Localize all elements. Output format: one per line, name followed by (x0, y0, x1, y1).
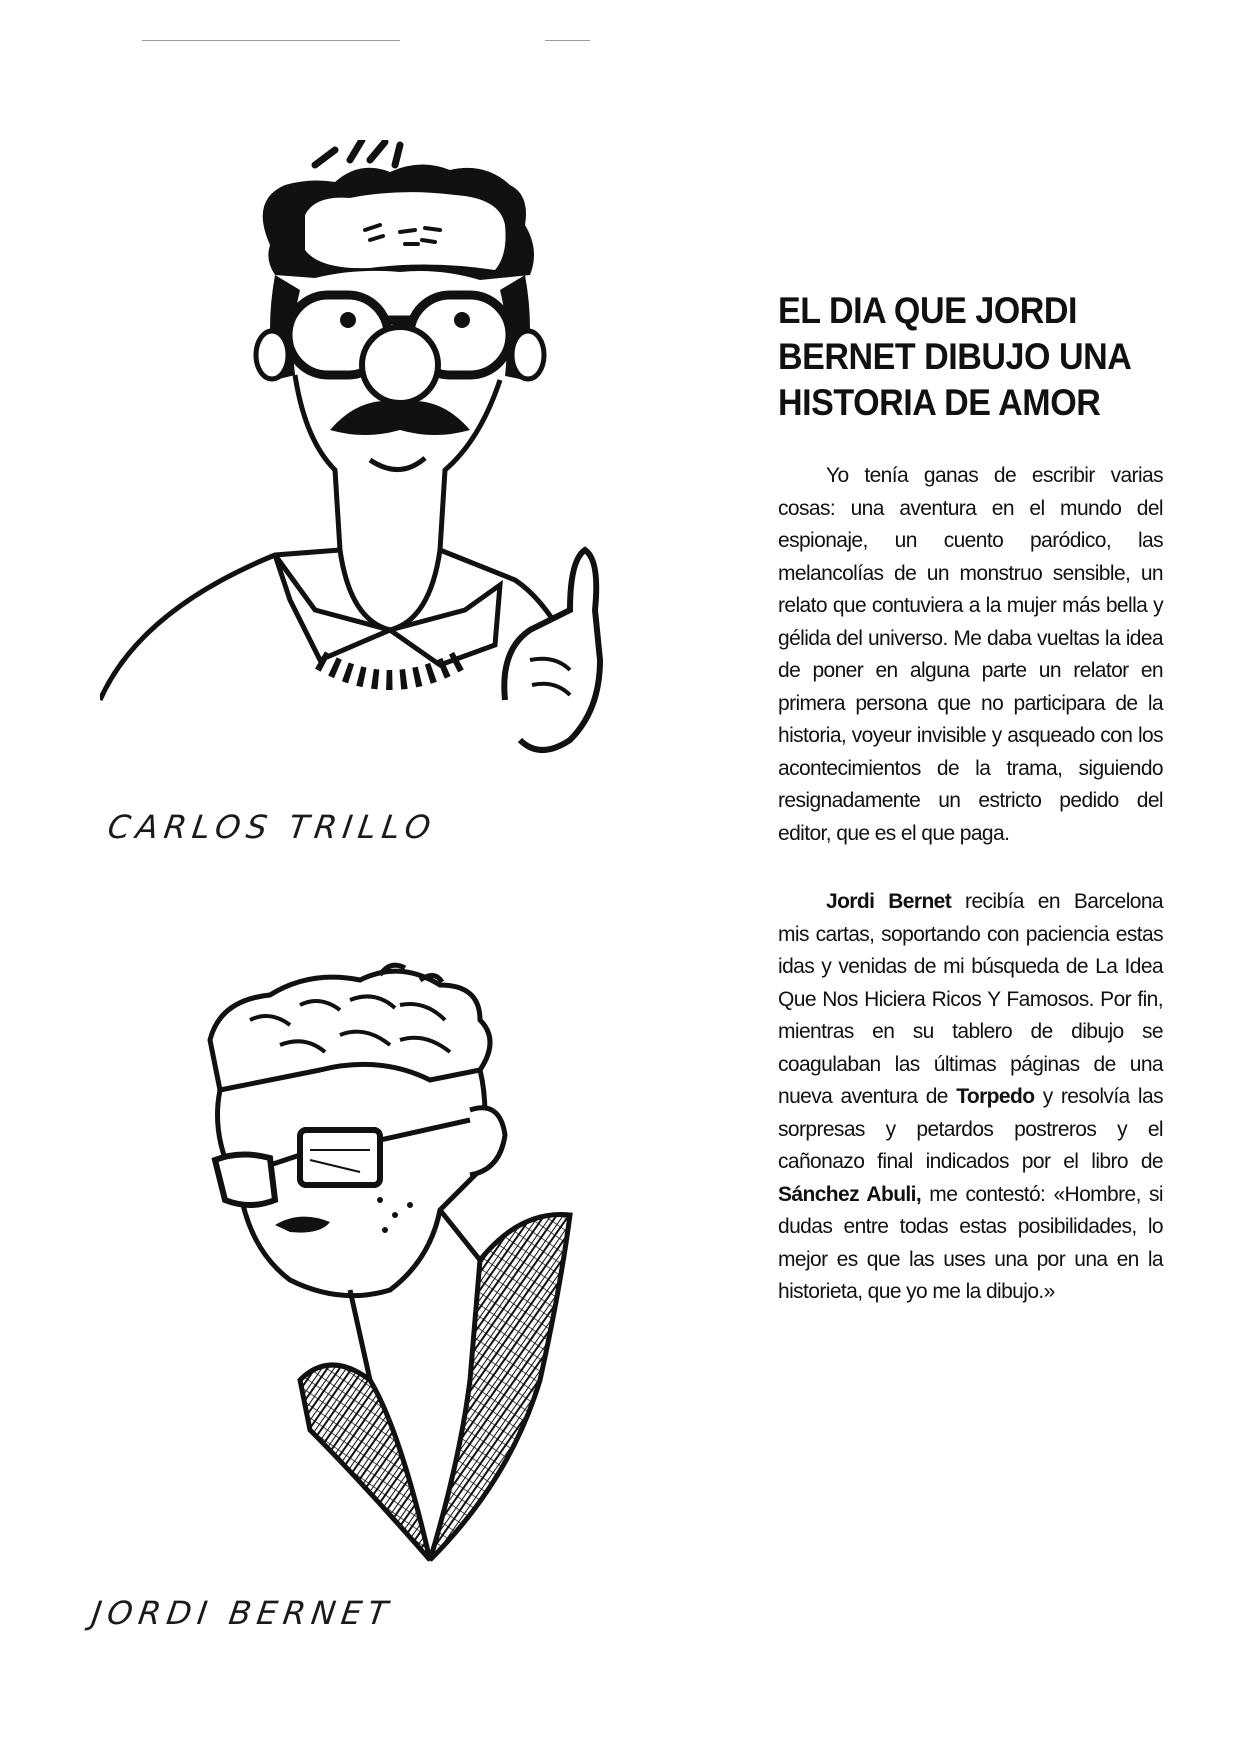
signature-jordi-bernet: JORDI BERNET (89, 1594, 396, 1632)
headline-line-3: HISTORIA DE AMOR (778, 382, 1101, 423)
jordi-bernet-caricature (180, 960, 650, 1590)
name-sanchez-abuli: Sánchez Abuli, (778, 1182, 922, 1206)
paragraph-2-text-c: me contestó: «Hombre, si dudas entre todas estas posibilidades, lo mejor es que las uses una por una en la historieta, que yo me la dibujo.» (778, 1182, 1163, 1303)
paragraph-2-text-a: recibía en Barcelona mis cartas, soportando con paciencia estas idas y venidas de mi búsqueda de La Idea Que Nos Hiciera Ricos Y Famosos. Por fin, mientras en su tablero de dibujo se coagulaban las últimas páginas de una nueva aventura de (778, 890, 1163, 1108)
signature-carlos-trillo: CARLOS TRILLO (105, 808, 439, 846)
top-rule-right (545, 40, 590, 41)
body-paragraph-1: Yo tenía ganas de escribir varias cosas: una aventura en el mundo del espionaje, un cuento paródico, las melancolías de un monstruo sensible, un relato que contuviera a la mujer más bella y gélida del universo. Me daba vueltas la idea de poner en alguna parte un relator en primera persona que no participara de la historia, voyeur invisible y asqueado con los acontecimientos de la trama, siguiendo resignadamente un estricto pedido del editor, que es el que paga. (778, 464, 1163, 845)
article-headline (778, 288, 1132, 426)
headline-line-1: EL DIA QUE JORDI (778, 290, 1078, 331)
title-torpedo: Torpedo (956, 1085, 1035, 1108)
headline-line-2: BERNET DIBUJO UNA (778, 336, 1132, 377)
body-paragraph-2 (778, 886, 1163, 1309)
top-rule-left (142, 40, 400, 41)
carlos-trillo-caricature (100, 140, 640, 790)
paragraph-2-text-b: y resolvía las sorpresas y petardos postreros y el cañonazo final indicados por el libro de (778, 1085, 1163, 1173)
name-jordi-bernet: Jordi Bernet (826, 890, 952, 913)
